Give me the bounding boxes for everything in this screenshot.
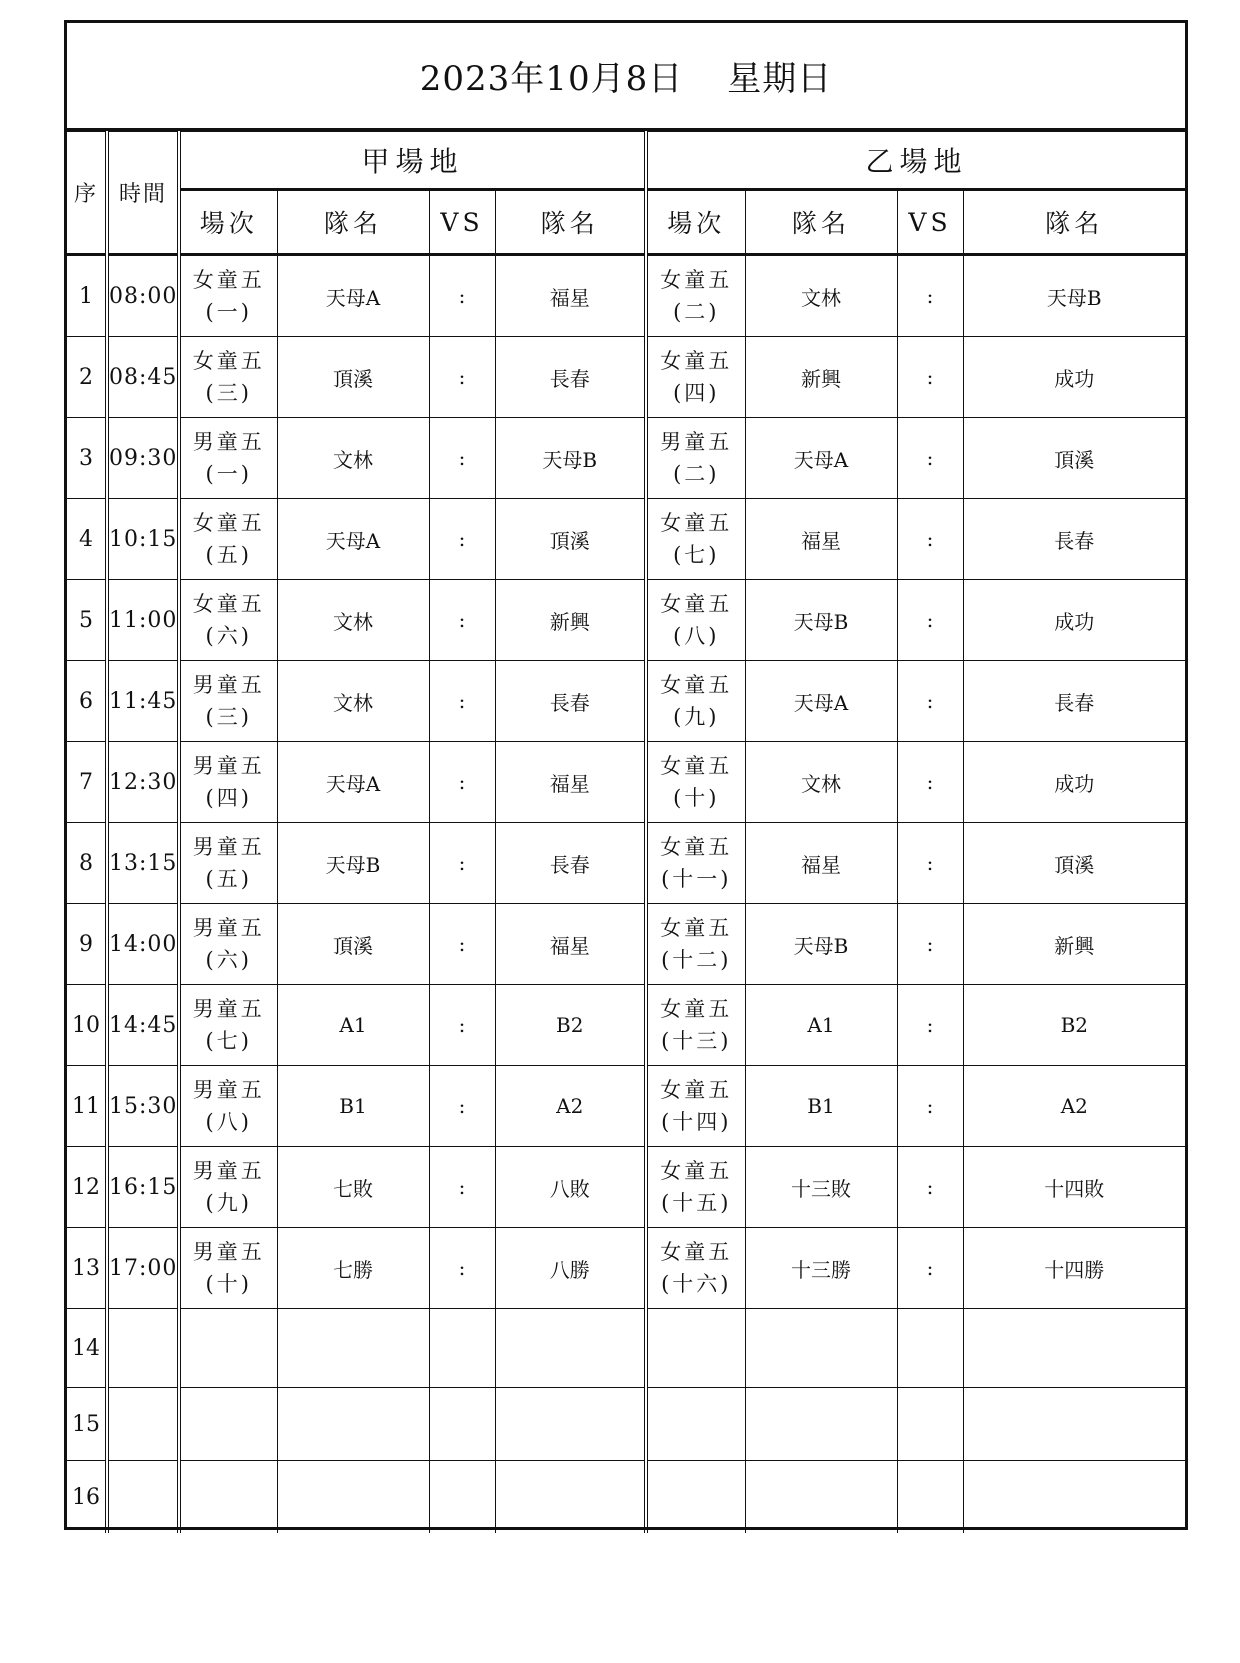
venue-b-team1-cell: 新興	[745, 337, 897, 418]
venue-a-match-cell	[179, 742, 277, 823]
empty-cell	[107, 1388, 179, 1461]
venue-b-team1-cell: 十三敗	[745, 1147, 897, 1228]
schedule-table	[67, 131, 1185, 1533]
match-category: 男童五	[192, 673, 265, 697]
venue-b-team1-cell: 文林	[745, 255, 897, 337]
venue-b-vs-cell: :	[897, 255, 963, 337]
venue-a-team1-cell: 天母B	[277, 823, 429, 904]
match-number: (十二)	[661, 948, 732, 972]
table-row	[67, 742, 1185, 823]
table-row	[67, 337, 1185, 418]
venue-a-team2-cell: 天母B	[495, 418, 646, 499]
empty-cell	[429, 1461, 495, 1534]
venue-b-match-cell	[646, 337, 745, 418]
empty-cell	[495, 1309, 646, 1388]
match-number: (四)	[205, 786, 252, 810]
venue-a-vs-cell: :	[429, 337, 495, 418]
match-category: 女童五	[192, 592, 265, 616]
time-cell: 11:00	[107, 580, 179, 661]
empty-cell	[179, 1461, 277, 1534]
match-number: (七)	[673, 543, 720, 567]
header-a-team1: 隊名	[277, 190, 429, 255]
match-category: 女童五	[660, 592, 733, 616]
match-number: (五)	[205, 867, 252, 891]
time-cell: 16:15	[107, 1147, 179, 1228]
venue-a-team2-cell: 福星	[495, 742, 646, 823]
header-time: 時間	[107, 132, 179, 255]
match-category: 女童五	[192, 268, 265, 292]
empty-cell	[429, 1309, 495, 1388]
empty-cell	[745, 1388, 897, 1461]
table-row	[67, 904, 1185, 985]
header-b-team2: 隊名	[963, 190, 1185, 255]
header-b-vs: VS	[897, 190, 963, 255]
time-cell: 14:00	[107, 904, 179, 985]
venue-b-vs-cell: :	[897, 499, 963, 580]
venue-b-team2-cell: A2	[963, 1066, 1185, 1147]
venue-a-team2-cell: 八敗	[495, 1147, 646, 1228]
header-b-match: 場次	[646, 190, 745, 255]
venue-a-vs-cell: :	[429, 823, 495, 904]
venue-a-team1-cell: 天母A	[277, 255, 429, 337]
empty-row	[67, 1309, 1185, 1388]
venue-b-team2-cell: B2	[963, 985, 1185, 1066]
venue-a-vs-cell: :	[429, 580, 495, 661]
table-row	[67, 1228, 1185, 1309]
match-number: (十)	[673, 786, 720, 810]
match-category: 女童五	[660, 673, 733, 697]
match-category: 女童五	[192, 349, 265, 373]
match-category: 男童五	[192, 1159, 265, 1183]
seq-cell: 8	[67, 823, 107, 904]
venue-b-vs-cell: :	[897, 580, 963, 661]
match-number: (三)	[205, 705, 252, 729]
match-category: 女童五	[660, 1078, 733, 1102]
venue-b-team2-cell: 新興	[963, 904, 1185, 985]
table-row	[67, 1066, 1185, 1147]
empty-cell	[963, 1461, 1185, 1534]
venue-a-team2-cell: B2	[495, 985, 646, 1066]
empty-cell	[429, 1388, 495, 1461]
venue-a-vs-cell: :	[429, 1066, 495, 1147]
table-row	[67, 661, 1185, 742]
header-seq: 序	[67, 132, 107, 255]
venue-a-team2-cell: A2	[495, 1066, 646, 1147]
venue-a-match-cell	[179, 499, 277, 580]
match-category: 女童五	[192, 511, 265, 535]
empty-cell	[646, 1388, 745, 1461]
seq-cell: 12	[67, 1147, 107, 1228]
match-category: 女童五	[660, 916, 733, 940]
match-number: (一)	[205, 300, 252, 324]
seq-cell: 13	[67, 1228, 107, 1309]
time-cell: 14:45	[107, 985, 179, 1066]
match-number: (十四)	[661, 1110, 732, 1134]
venue-b-vs-cell: :	[897, 337, 963, 418]
seq-cell: 1	[67, 255, 107, 337]
match-number: (一)	[205, 462, 252, 486]
venue-a-vs-cell: :	[429, 904, 495, 985]
venue-b-team1-cell: 福星	[745, 499, 897, 580]
venue-a-vs-cell: :	[429, 985, 495, 1066]
venue-a-match-cell	[179, 823, 277, 904]
table-row	[67, 580, 1185, 661]
venue-b-team1-cell: 文林	[745, 742, 897, 823]
venue-b-vs-cell: :	[897, 742, 963, 823]
time-cell: 08:00	[107, 255, 179, 337]
match-category: 女童五	[660, 835, 733, 859]
venue-b-match-cell	[646, 499, 745, 580]
match-category: 女童五	[660, 1159, 733, 1183]
table-row	[67, 985, 1185, 1066]
header-a-match: 場次	[179, 190, 277, 255]
venue-b-team2-cell: 成功	[963, 337, 1185, 418]
venue-b-match-cell	[646, 255, 745, 337]
seq-cell: 15	[67, 1388, 107, 1461]
venue-b-team2-cell: 十四勝	[963, 1228, 1185, 1309]
venue-a-match-cell	[179, 904, 277, 985]
venue-a-vs-cell: :	[429, 255, 495, 337]
table-row	[67, 418, 1185, 499]
seq-cell: 9	[67, 904, 107, 985]
match-number: (十五)	[661, 1191, 732, 1215]
match-category: 男童五	[192, 754, 265, 778]
seq-cell: 2	[67, 337, 107, 418]
match-number: (六)	[205, 624, 252, 648]
match-category: 女童五	[660, 511, 733, 535]
venue-a-vs-cell: :	[429, 1147, 495, 1228]
time-cell: 09:30	[107, 418, 179, 499]
match-number: (九)	[205, 1191, 252, 1215]
time-cell: 08:45	[107, 337, 179, 418]
match-category: 男童五	[192, 1078, 265, 1102]
venue-a-vs-cell: :	[429, 1228, 495, 1309]
venue-a-match-cell	[179, 337, 277, 418]
venue-b-match-cell	[646, 1147, 745, 1228]
venue-b-team2-cell: 十四敗	[963, 1147, 1185, 1228]
seq-cell: 4	[67, 499, 107, 580]
venue-b-vs-cell: :	[897, 418, 963, 499]
venue-b-team1-cell: 福星	[745, 823, 897, 904]
seq-cell: 14	[67, 1309, 107, 1388]
time-cell: 10:15	[107, 499, 179, 580]
empty-cell	[277, 1388, 429, 1461]
venue-a-team2-cell: 長春	[495, 337, 646, 418]
venue-b-team1-cell: 天母B	[745, 580, 897, 661]
venue-b-vs-cell: :	[897, 1066, 963, 1147]
time-cell: 12:30	[107, 742, 179, 823]
venue-b-team1-cell: 十三勝	[745, 1228, 897, 1309]
venue-a-team2-cell: 八勝	[495, 1228, 646, 1309]
empty-cell	[745, 1309, 897, 1388]
seq-cell: 3	[67, 418, 107, 499]
empty-cell	[897, 1388, 963, 1461]
empty-row	[67, 1388, 1185, 1461]
venue-b-match-cell	[646, 904, 745, 985]
match-category: 女童五	[660, 349, 733, 373]
empty-cell	[179, 1388, 277, 1461]
venue-a-team2-cell: 長春	[495, 661, 646, 742]
venue-a-team2-cell: 福星	[495, 255, 646, 337]
empty-cell	[963, 1309, 1185, 1388]
venue-a-match-cell	[179, 255, 277, 337]
match-number: (十)	[205, 1272, 252, 1296]
venue-b-match-cell	[646, 580, 745, 661]
schedule-sheet	[64, 20, 1188, 1530]
header-b-team1: 隊名	[745, 190, 897, 255]
venue-b-team1-cell: B1	[745, 1066, 897, 1147]
venue-b-vs-cell: :	[897, 904, 963, 985]
empty-cell	[897, 1461, 963, 1534]
match-category: 男童五	[192, 835, 265, 859]
match-number: (八)	[673, 624, 720, 648]
schedule-body	[67, 255, 1185, 1534]
match-category: 女童五	[660, 754, 733, 778]
venue-a-team1-cell: A1	[277, 985, 429, 1066]
match-number: (七)	[205, 1029, 252, 1053]
empty-cell	[495, 1461, 646, 1534]
empty-cell	[107, 1461, 179, 1534]
venue-a-team2-cell: 頂溪	[495, 499, 646, 580]
match-category: 女童五	[660, 268, 733, 292]
match-number: (十六)	[661, 1272, 732, 1296]
match-number: (九)	[673, 705, 720, 729]
venue-a-vs-cell: :	[429, 661, 495, 742]
venue-a-team2-cell: 福星	[495, 904, 646, 985]
venue-a-team1-cell: 頂溪	[277, 337, 429, 418]
venue-b-team2-cell: 成功	[963, 580, 1185, 661]
venue-b-team2-cell: 長春	[963, 661, 1185, 742]
venue-a-team1-cell: B1	[277, 1066, 429, 1147]
venue-a-team1-cell: 七敗	[277, 1147, 429, 1228]
venue-a-match-cell	[179, 418, 277, 499]
venue-b-team1-cell: 天母B	[745, 904, 897, 985]
match-number: (二)	[673, 300, 720, 324]
empty-cell	[646, 1309, 745, 1388]
venue-a-vs-cell: :	[429, 499, 495, 580]
time-cell: 11:45	[107, 661, 179, 742]
match-number: (五)	[205, 543, 252, 567]
venue-b-team1-cell: A1	[745, 985, 897, 1066]
venue-a-match-cell	[179, 1147, 277, 1228]
venue-b-match-cell	[646, 1228, 745, 1309]
venue-a-vs-cell: :	[429, 418, 495, 499]
header-venue-a: 甲場地	[179, 132, 646, 190]
match-number: (六)	[205, 948, 252, 972]
empty-cell	[277, 1309, 429, 1388]
venue-a-match-cell	[179, 580, 277, 661]
venue-b-vs-cell: :	[897, 1147, 963, 1228]
venue-a-match-cell	[179, 1228, 277, 1309]
empty-cell	[179, 1309, 277, 1388]
match-category: 女童五	[660, 997, 733, 1021]
match-category: 男童五	[192, 997, 265, 1021]
match-number: (八)	[205, 1110, 252, 1134]
match-number: (十一)	[661, 867, 732, 891]
table-row	[67, 1147, 1185, 1228]
seq-cell: 10	[67, 985, 107, 1066]
venue-b-team2-cell: 天母B	[963, 255, 1185, 337]
venue-a-team1-cell: 文林	[277, 580, 429, 661]
empty-cell	[495, 1388, 646, 1461]
venue-a-team1-cell: 天母A	[277, 499, 429, 580]
table-row	[67, 255, 1185, 337]
seq-cell: 6	[67, 661, 107, 742]
seq-cell: 7	[67, 742, 107, 823]
empty-cell	[745, 1461, 897, 1534]
empty-cell	[963, 1388, 1185, 1461]
match-category: 男童五	[660, 430, 733, 454]
empty-cell	[277, 1461, 429, 1534]
match-category: 男童五	[192, 430, 265, 454]
seq-cell: 5	[67, 580, 107, 661]
seq-cell: 11	[67, 1066, 107, 1147]
title-weekday: 星期日	[727, 59, 833, 99]
venue-a-vs-cell: :	[429, 742, 495, 823]
venue-b-team2-cell: 頂溪	[963, 418, 1185, 499]
venue-b-team2-cell: 頂溪	[963, 823, 1185, 904]
venue-a-team1-cell: 文林	[277, 661, 429, 742]
venue-b-match-cell	[646, 823, 745, 904]
empty-cell	[107, 1309, 179, 1388]
empty-cell	[646, 1461, 745, 1534]
venue-a-team1-cell: 文林	[277, 418, 429, 499]
match-category: 女童五	[660, 1240, 733, 1264]
venue-a-team1-cell: 天母A	[277, 742, 429, 823]
venue-b-match-cell	[646, 742, 745, 823]
venue-b-vs-cell: :	[897, 661, 963, 742]
venue-a-team1-cell: 頂溪	[277, 904, 429, 985]
venue-a-match-cell	[179, 661, 277, 742]
empty-row	[67, 1461, 1185, 1534]
time-cell: 15:30	[107, 1066, 179, 1147]
match-number: (四)	[673, 381, 720, 405]
venue-a-team1-cell: 七勝	[277, 1228, 429, 1309]
venue-b-team1-cell: 天母A	[745, 661, 897, 742]
venue-a-team2-cell: 新興	[495, 580, 646, 661]
venue-b-team2-cell: 長春	[963, 499, 1185, 580]
venue-b-vs-cell: :	[897, 985, 963, 1066]
venue-a-match-cell	[179, 1066, 277, 1147]
empty-cell	[897, 1309, 963, 1388]
time-cell: 17:00	[107, 1228, 179, 1309]
venue-b-team1-cell: 天母A	[745, 418, 897, 499]
venue-a-match-cell	[179, 985, 277, 1066]
table-row	[67, 823, 1185, 904]
match-number: (十三)	[661, 1029, 732, 1053]
seq-cell: 16	[67, 1461, 107, 1534]
page-title	[67, 23, 1185, 131]
title-date: 2023年10月8日	[419, 59, 684, 99]
venue-b-match-cell	[646, 418, 745, 499]
match-category: 男童五	[192, 1240, 265, 1264]
venue-b-team2-cell: 成功	[963, 742, 1185, 823]
match-category: 男童五	[192, 916, 265, 940]
match-number: (三)	[205, 381, 252, 405]
table-row	[67, 499, 1185, 580]
header-venue-b: 乙場地	[646, 132, 1185, 190]
venue-b-vs-cell: :	[897, 1228, 963, 1309]
venue-b-vs-cell: :	[897, 823, 963, 904]
header-a-vs: VS	[429, 190, 495, 255]
venue-b-match-cell	[646, 661, 745, 742]
venue-b-match-cell	[646, 985, 745, 1066]
venue-a-team2-cell: 長春	[495, 823, 646, 904]
time-cell: 13:15	[107, 823, 179, 904]
match-number: (二)	[673, 462, 720, 486]
header-a-team2: 隊名	[495, 190, 646, 255]
venue-b-match-cell	[646, 1066, 745, 1147]
